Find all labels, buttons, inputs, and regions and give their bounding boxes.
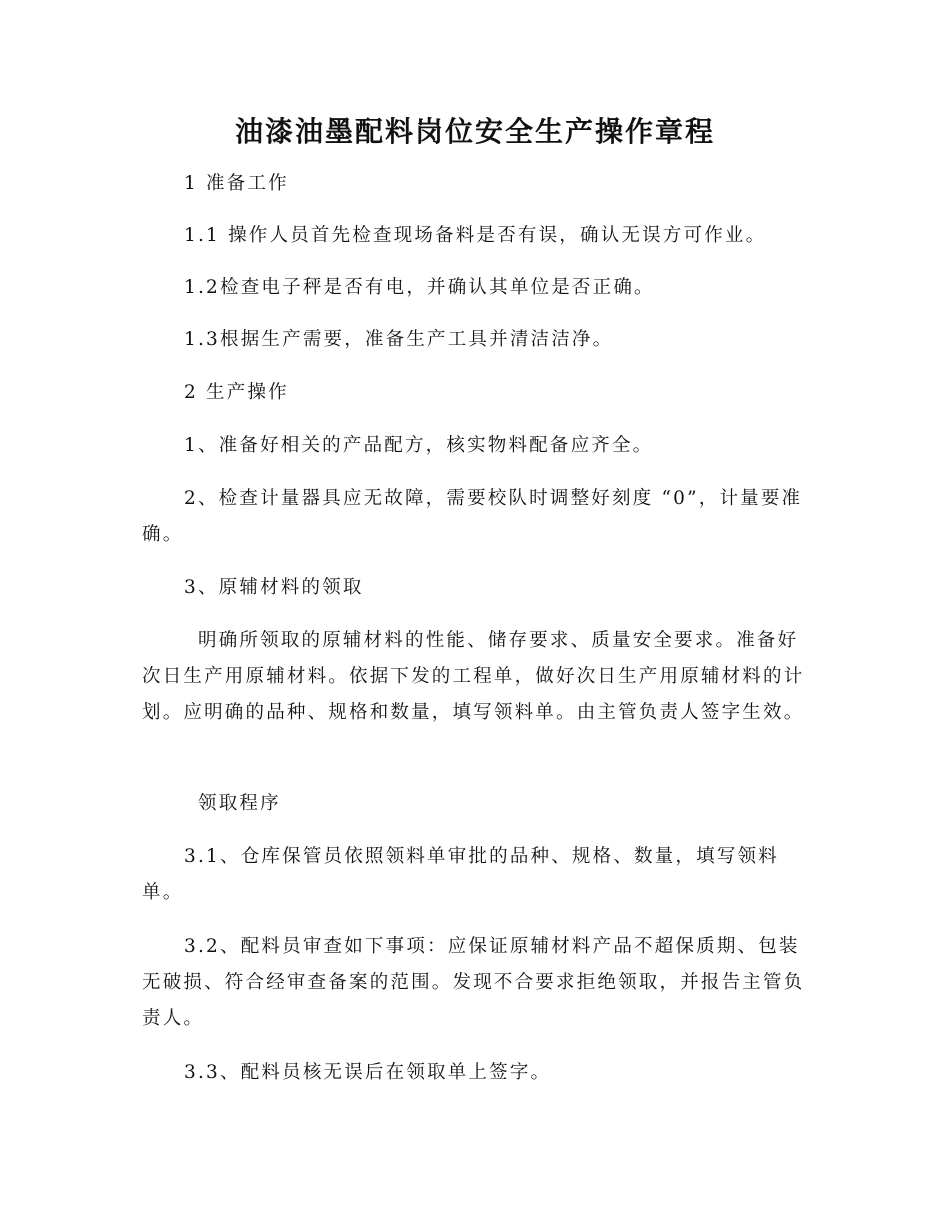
paragraph-3-3: 3.3、配料员核无误后在领取单上签字。 <box>184 1062 552 1083</box>
paragraph-1-1: 1.1 操作人员首先检查现场备料是否有误，确认无误方可作业。 <box>184 225 767 246</box>
paragraph-1-3: 1.3根据生产需要，准备生产工具并清洁洁净。 <box>184 329 614 350</box>
section-heading-1: 1 准备工作 <box>184 173 289 194</box>
document-title: 油漆油墨配料岗位安全生产操作章程 <box>234 115 715 148</box>
paragraph-2-1: 1、准备好相关的产品配方，核实物料配备应齐全。 <box>184 435 654 456</box>
section-heading-2: 2 生产操作 <box>184 382 289 403</box>
paragraph-2-2: 2、检查计量器具应无故障，需要校队时调整好刻度 “0”，计量要准确。 <box>142 488 803 545</box>
paragraph-2-3: 3、原辅材料的领取 <box>184 577 364 598</box>
paragraph-procedure-heading: 领取程序 <box>198 793 281 814</box>
paragraph-1-2: 1.2检查电子秤是否有电，并确认其单位是否正确。 <box>184 277 655 298</box>
paragraph-materials: 明确所领取的原辅材料的性能、储存要求、质量安全要求。准备好次日生产用原辅材料。依据下发的工程单，做好次日生产用原辅材料的计划。应明确的品种、规格和数量，填写领料单。由主管负责人签字生效。 <box>142 630 805 723</box>
paragraph-3-1: 3.1、仓库保管员依照领料单审批的品种、规格、数量，填写领料单。 <box>142 846 779 903</box>
paragraph-3-2: 3.2、配料员审查如下事项：应保证原辅材料产品不超保质期、包装无破损、符合经审查备案的范围。发现不合要求拒绝领取，并报告主管负责人。 <box>142 936 805 1029</box>
